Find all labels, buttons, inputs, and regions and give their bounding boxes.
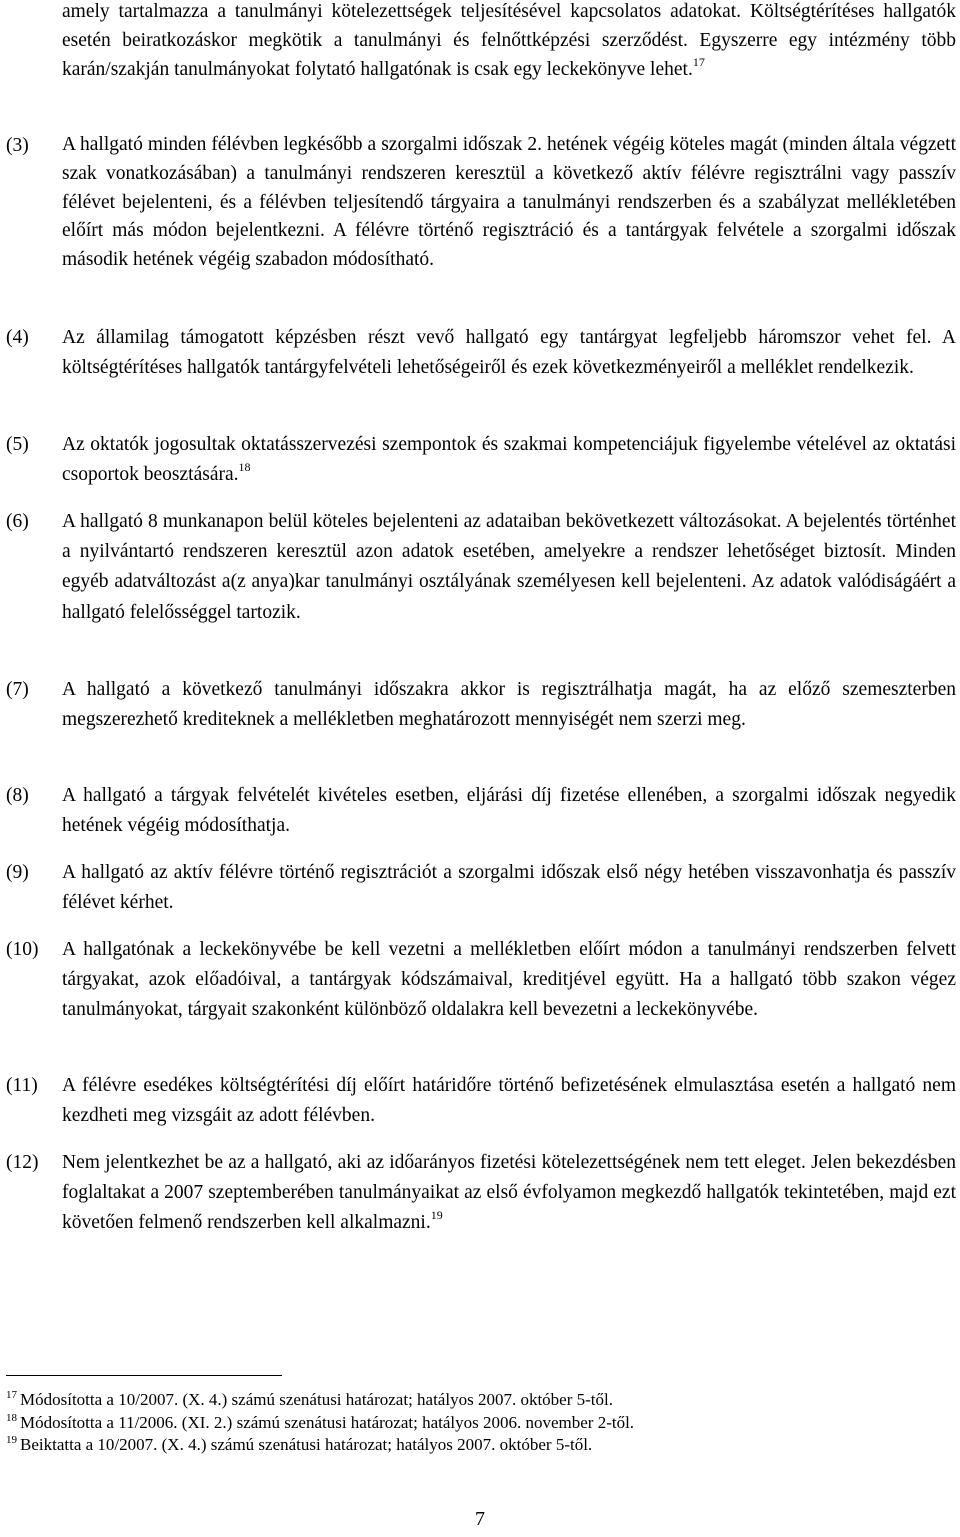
footnote-18: $^{18}$ Módosította a 11/2006. (XI. 2.) számú szenátusi határozat; hatályos 2006. november 2-től. bbox=[6, 1411, 635, 1432]
paragraph-text: A hallgató a következő tanulmányi időszakra akkor is regisztrálhatja magát, ha az előző szemeszterben megszerezhető krediteknek a mellékletben meghatározott mennyiségét nem szerzi meg. bbox=[62, 679, 956, 731]
paragraph-text: A hallgató minden félévben legkésőbb a szorgalmi időszak 2. hetének végéig köteles magát (minden általa végzett szak vonatkozásában) a tanulmányi rendszeren keresztül a következő aktív félévre regisztrálni vagy passzív félévet bejelenteni, és a félévben teljesítendő tárgyaira a tanulmányi rendszerben és a szabályzat mellékletében előírt más módon bejelentkezni. A félévre történő regisztráció és a tantárgyak felvétele a szorgalmi időszak második hetének végéig szabadon módosítható. bbox=[62, 134, 956, 271]
footnotes bbox=[6, 1389, 906, 1457]
paragraph-text: A hallgató 8 munkanapon belül köteles bejelenteni az adataiban bekövetkezett változásokat. A bejelentés történhet a nyilvántartó rendszeren keresztül azon adatok esetében, amelyekre a rendszer lehetőséget biztosít. Minden egyéb adatváltozást a(z anya)kar tanulmányi osztályának személyesen kell bejelenteni. Az adatok valódiságáért a hallgató felelősséggel tartozik. bbox=[62, 511, 956, 623]
paragraph-number: (12) bbox=[6, 1152, 39, 1173]
paragraph-number: (3) bbox=[6, 135, 29, 156]
paragraph-11 bbox=[0, 1071, 956, 1131]
footnote-ref: 19 bbox=[430, 1208, 443, 1223]
paragraph-4 bbox=[0, 323, 956, 383]
paragraph-text: A hallgatónak a leckekönyvébe be kell vezetni a mellékletben előírt módon a tanulmányi rendszerben felvett tárgyakat, azok előadóival, a tantárgyak kódszámaival, kreditjével együtt. Ha a hallgató több szakon végez tanulmányokat, tárgyait szakonként különböző oldalakra kell bevezetni a leckekönyvébe. bbox=[62, 939, 956, 1021]
paragraph-number: (8) bbox=[6, 785, 29, 806]
paragraph-number: (10) bbox=[6, 939, 39, 960]
paragraph-text: Nem jelentkezhet be az a hallgató, aki az időarányos fizetési kötelezettségének nem tett eleget. Jelen bekezdésben foglaltakat a 2007 szeptemberében tanulmányaikat az első évfolyamon megkezdő hallgatók tekintetében, majd ezt követően felmenő rendszerben kell alkalmazni.$^{19}$ bbox=[62, 1152, 956, 1234]
paragraph-3 bbox=[0, 131, 956, 275]
paragraph-8 bbox=[0, 781, 956, 841]
intro-paragraph bbox=[62, 0, 956, 84]
paragraph-text: A félévre esedékes költségtérítési díj előírt határidőre történő befizetésének elmulasztása esetén a hallgató nem kezdheti meg vizsgáit az adott félévben. bbox=[62, 1075, 956, 1127]
paragraph-number: (4) bbox=[6, 327, 29, 348]
paragraph-number: (6) bbox=[6, 511, 29, 532]
paragraph-text: Az oktatók jogosultak oktatásszervezési szempontok és szakmai kompetenciájuk figyelembe vételével az oktatási csoportok beosztására.$^{18}$ bbox=[62, 434, 956, 486]
intro-text: amely tartalmazza a tanulmányi kötelezettségek teljesítésével kapcsolatos adatokat. Költségtérítéses hallgatók esetén beiratkozáskor megkötik a tanulmányi és felnőttképzési szerződést. Egyszerre egy intézmény több karán/szakján tanulmányokat folytató hallgatónak is csak egy leckekönyve lehet. bbox=[62, 1, 956, 80]
footnote-ref: 18 bbox=[238, 460, 251, 475]
footnote-19: $^{19}$ Beiktatta a 10/2007. (X. 4.) számú szenátusi határozat; hatályos 2007. október 5-től. bbox=[6, 1434, 593, 1454]
page-number: 7 bbox=[475, 1508, 485, 1530]
paragraph-number: (9) bbox=[6, 862, 29, 883]
paragraph-text: A hallgató az aktív félévre történő regisztrációt a szorgalmi időszak első négy hetében visszavonhatja és passzív félévet kérhet. bbox=[62, 862, 956, 914]
paragraph-text: A hallgató a tárgyak felvételét kivételes esetben, eljárási díj fizetése ellenében, a szorgalmi időszak negyedik hetének végéig módosíthatja. bbox=[62, 785, 956, 837]
paragraph-number: (5) bbox=[6, 434, 29, 455]
paragraph-5 bbox=[0, 430, 956, 490]
paragraph-10 bbox=[0, 935, 956, 1026]
paragraph-number: (7) bbox=[6, 679, 29, 700]
paragraph-7 bbox=[0, 675, 956, 735]
footnote-separator bbox=[6, 1375, 282, 1376]
paragraph-number: (11) bbox=[6, 1075, 38, 1096]
paragraph-text: Az államilag támogatott képzésben részt vevő hallgató egy tantárgyat legfeljebb háromszor vehet fel. A költségtérítéses hallgatók tantárgyfelvételi lehetőségeiről és ezek következményeiről a melléklet rendelkezik. bbox=[62, 327, 956, 379]
paragraph-9 bbox=[0, 858, 956, 918]
footnote-17: $^{17}$ Módosította a 10/2007. (X. 4.) számú szenátusi határozat; hatályos 2007. október 5-től. bbox=[6, 1389, 613, 1409]
paragraph-12 bbox=[0, 1148, 956, 1239]
paragraph-6 bbox=[0, 507, 956, 628]
footnote-ref: 17 bbox=[692, 54, 705, 69]
